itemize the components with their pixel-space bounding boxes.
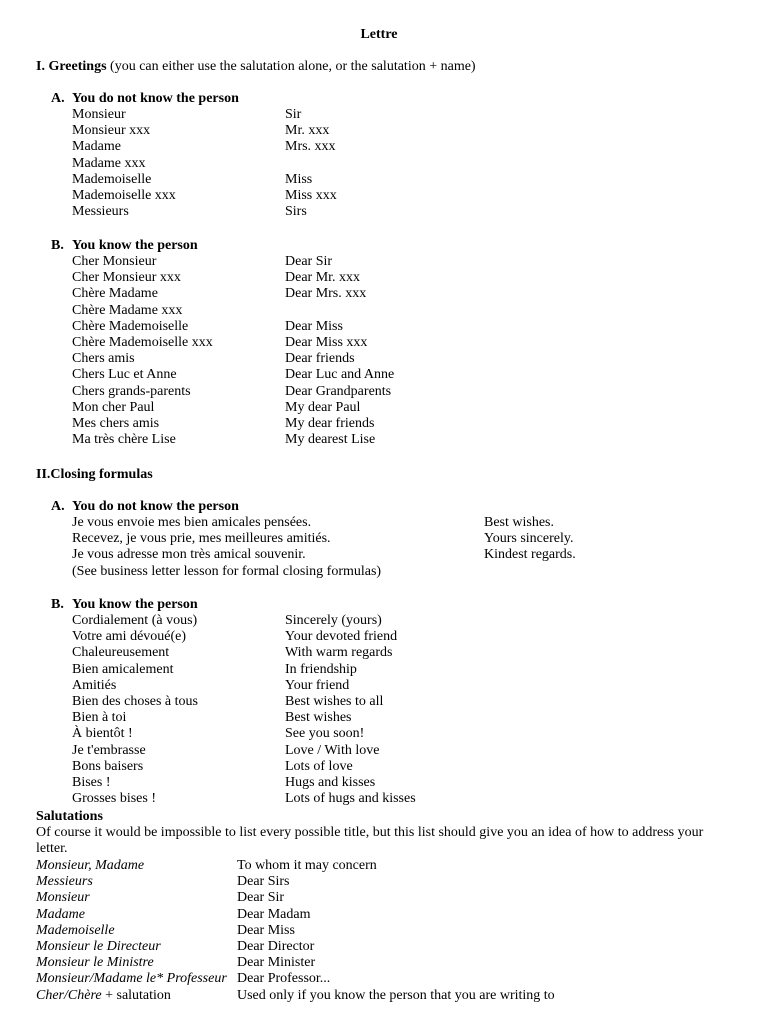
english-translation: Dear Sir bbox=[237, 890, 285, 906]
french-term: Messieurs bbox=[36, 874, 93, 890]
english-translation: Dear Director bbox=[237, 938, 315, 954]
page-title: Lettre bbox=[360, 27, 398, 42]
english-translation: Best wishes to all bbox=[285, 693, 384, 709]
english-translation: Dear Sir bbox=[285, 254, 333, 269]
english-translation: Your devoted friend bbox=[285, 629, 398, 645]
greetings-known-heading bbox=[51, 238, 198, 254]
english-translation: My dear Paul bbox=[285, 399, 361, 415]
closing-known-heading bbox=[51, 597, 198, 613]
english-translation: Used only if you know the person that you are writing to bbox=[237, 988, 555, 1003]
subsection-title: You do not know the person bbox=[72, 91, 239, 106]
english-translation: To whom it may concern bbox=[237, 858, 377, 873]
english-translation: In friendship bbox=[285, 661, 357, 677]
french-term: Madame xxx bbox=[72, 155, 146, 171]
english-translation: Lots of love bbox=[285, 758, 353, 774]
french-term: Mademoiselle bbox=[36, 922, 115, 938]
french-term: Chers Luc et Anne bbox=[72, 367, 177, 383]
english-translation: Miss bbox=[285, 171, 313, 187]
subsection-letter: B. bbox=[51, 597, 64, 612]
french-term: Mes chers amis bbox=[72, 415, 160, 431]
english-translation: Mrs. xxx bbox=[285, 139, 336, 155]
english-translation: Miss xxx bbox=[285, 187, 337, 203]
french-term: Mademoiselle bbox=[72, 171, 152, 187]
french-term: Madame bbox=[72, 139, 121, 155]
english-translation: With warm regards bbox=[285, 645, 393, 661]
french-term: Mon cher Paul bbox=[72, 399, 155, 415]
salutations-heading: Salutations bbox=[36, 809, 103, 824]
greetings-note: (you can either use the salutation alone, or the salutation + name) bbox=[110, 59, 476, 74]
english-translation: See you soon! bbox=[285, 726, 365, 742]
english-translation: Dear Mrs. xxx bbox=[285, 286, 367, 302]
french-term: À bientôt ! bbox=[72, 726, 133, 742]
french-term: Madame bbox=[36, 906, 85, 922]
french-term: Je vous envoie mes bien amicales pensées. bbox=[72, 515, 312, 530]
english-translation: Mr. xxx bbox=[285, 123, 330, 139]
french-term: Je vous adresse mon très amical souvenir. bbox=[72, 547, 306, 563]
english-translation: Sirs bbox=[285, 204, 307, 220]
english-translation: Dear Professor... bbox=[237, 971, 331, 987]
french-term: Je t'embrasse bbox=[72, 742, 146, 758]
english-translation: Lots of hugs and kisses bbox=[285, 791, 416, 807]
subsection-title: You know the person bbox=[72, 597, 198, 612]
english-translation: Dear Miss bbox=[237, 922, 295, 938]
french-term: Bises ! bbox=[72, 774, 111, 790]
english-translation: Dear Grandparents bbox=[285, 383, 392, 399]
english-translation: Dear Luc and Anne bbox=[285, 367, 395, 383]
french-term: Chère Mademoiselle xxx bbox=[72, 334, 213, 350]
salutations-intro: Of course it would be impossible to list every possible title, but this list should give you an idea of how to address your letter. bbox=[36, 825, 704, 857]
french-term: Messieurs bbox=[72, 204, 129, 220]
french-term: Chère Madame xxx bbox=[72, 302, 183, 318]
french-term: Chaleureusement bbox=[72, 645, 170, 661]
english-translation: Dear Madam bbox=[237, 906, 311, 922]
greetings-heading: Greetings bbox=[48, 59, 107, 74]
closing-section-heading: II.Closing formulas bbox=[36, 467, 153, 482]
subsection-letter: A. bbox=[51, 91, 65, 106]
english-translation: Love / With love bbox=[285, 742, 380, 758]
english-translation: Dear Miss bbox=[285, 318, 343, 334]
english-translation: Dear Sirs bbox=[237, 874, 290, 890]
english-translation: Dear friends bbox=[285, 351, 355, 367]
french-term: Cordialement (à vous) bbox=[72, 613, 198, 628]
subsection-title: You know the person bbox=[72, 238, 198, 253]
french-term: Grosses bises ! bbox=[72, 791, 156, 807]
french-term: Monsieur/Madame le* Professeur bbox=[36, 971, 227, 987]
english-translation: Your friend bbox=[285, 677, 350, 693]
french-term: Amitiés bbox=[72, 677, 117, 693]
english-translation: Sincerely (yours) bbox=[285, 613, 382, 628]
french-term: Chers grands-parents bbox=[72, 383, 191, 399]
english-translation: Dear Minister bbox=[237, 955, 316, 971]
subsection-letter: A. bbox=[51, 499, 65, 514]
english-translation: Best wishes bbox=[285, 710, 352, 726]
english-translation: Hugs and kisses bbox=[285, 774, 376, 790]
greetings-section-heading bbox=[36, 59, 476, 75]
greetings-unknown-heading bbox=[51, 91, 239, 107]
subsection-title: You do not know the person bbox=[72, 499, 239, 514]
french-term: (See business letter lesson for formal closing formulas) bbox=[72, 563, 382, 579]
french-term: Cher Monsieur bbox=[72, 254, 157, 269]
english-translation: Yours sincerely. bbox=[484, 531, 574, 547]
english-translation: Sir bbox=[285, 107, 302, 122]
french-term: Monsieur bbox=[36, 890, 90, 906]
french-term: Monsieur le Directeur bbox=[36, 938, 161, 954]
english-translation: Dear Mr. xxx bbox=[285, 270, 361, 286]
french-term: Mademoiselle xxx bbox=[72, 187, 176, 203]
english-translation: Dear Miss xxx bbox=[285, 334, 368, 350]
greetings-number: I. bbox=[36, 59, 45, 74]
french-term-italic: Cher/Chère bbox=[36, 988, 102, 1003]
french-term: Chère Mademoiselle bbox=[72, 318, 189, 334]
english-translation: Kindest regards. bbox=[484, 547, 576, 563]
french-term: Bien à toi bbox=[72, 710, 127, 726]
closing-unknown-heading bbox=[51, 499, 239, 515]
french-term: Monsieur bbox=[72, 107, 126, 122]
french-term: Monsieur xxx bbox=[72, 123, 151, 139]
french-term: Bons baisers bbox=[72, 758, 144, 774]
french-term: Monsieur, Madame bbox=[36, 858, 145, 873]
english-translation: My dearest Lise bbox=[285, 432, 376, 448]
french-term: Bien des choses à tous bbox=[72, 693, 198, 709]
french-term: Bien amicalement bbox=[72, 661, 174, 677]
subsection-letter: B. bbox=[51, 238, 64, 253]
french-term: Ma très chère Lise bbox=[72, 432, 176, 448]
french-term: Recevez, je vous prie, mes meilleures amitiés. bbox=[72, 531, 331, 547]
english-translation: My dear friends bbox=[285, 415, 375, 431]
french-term: Chers amis bbox=[72, 351, 135, 367]
french-term: Monsieur le Ministre bbox=[36, 955, 154, 971]
english-translation: Best wishes. bbox=[484, 515, 554, 530]
french-term: Votre ami dévoué(e) bbox=[72, 629, 187, 645]
french-term bbox=[36, 988, 171, 1004]
french-term: Cher Monsieur xxx bbox=[72, 270, 181, 286]
french-term-plain: + salutation bbox=[101, 988, 171, 1003]
french-term: Chère Madame bbox=[72, 286, 158, 302]
